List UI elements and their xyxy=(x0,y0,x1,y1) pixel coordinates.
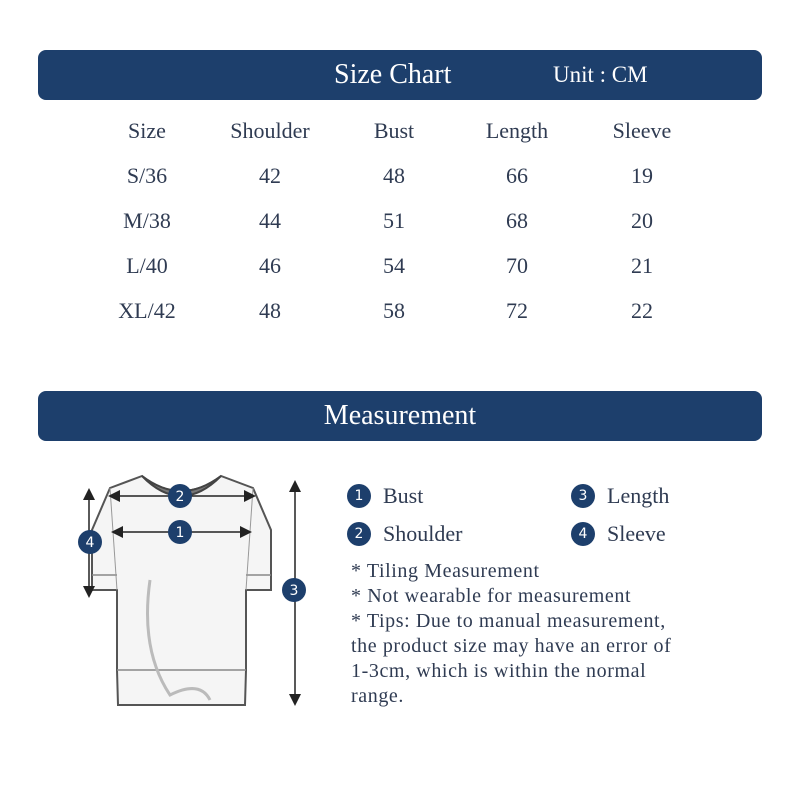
size-table xyxy=(0,108,800,333)
badge-length xyxy=(282,578,306,602)
number-badge: 1 xyxy=(347,484,371,508)
unit-label: Unit : CM xyxy=(553,62,648,87)
badge-shoulder xyxy=(168,484,192,508)
table-cell: 19 xyxy=(631,163,653,188)
table-cell: 44 xyxy=(259,208,281,233)
table-cell: XL/42 xyxy=(118,298,176,323)
size-chart-banner xyxy=(38,50,762,100)
measurement-banner xyxy=(38,391,762,441)
note-line: * Tiling Measurement xyxy=(351,560,540,582)
svg-text:1: 1 xyxy=(175,525,185,541)
table-row xyxy=(0,288,800,333)
measurement-title: Measurement xyxy=(323,400,477,431)
note-line: the product size may have an error of xyxy=(351,635,672,657)
legend-label: Bust xyxy=(383,483,424,508)
number-badge: 4 xyxy=(571,522,595,546)
table-cell: M/38 xyxy=(123,208,171,233)
legend-item-length xyxy=(571,483,669,509)
table-cell: 21 xyxy=(631,253,653,278)
table-row xyxy=(0,243,800,288)
table-cell: S/36 xyxy=(126,163,168,188)
svg-text:2: 2 xyxy=(175,489,185,505)
header-length: Length xyxy=(485,118,549,143)
table-cell: 66 xyxy=(506,163,528,188)
table-cell: 70 xyxy=(506,253,528,278)
header-sleeve: Sleeve xyxy=(612,118,672,143)
number-badge: 2 xyxy=(347,522,371,546)
table-cell: L/40 xyxy=(126,253,168,278)
badge-sleeve xyxy=(78,530,102,554)
header-bust: Bust xyxy=(373,118,415,143)
header-shoulder: Shoulder xyxy=(230,118,310,143)
table-cell: 54 xyxy=(383,253,405,278)
note-line: range. xyxy=(351,685,405,707)
svg-text:4: 4 xyxy=(85,535,95,551)
legend-item-shoulder xyxy=(347,521,462,547)
table-cell: 42 xyxy=(259,163,281,188)
measurement-notes xyxy=(351,559,751,709)
note-line: * Not wearable for measurement xyxy=(351,585,632,607)
table-cell: 51 xyxy=(383,208,405,233)
table-cell: 72 xyxy=(506,298,528,323)
table-row xyxy=(0,198,800,243)
table-header-row xyxy=(0,108,800,153)
table-cell: 46 xyxy=(259,253,281,278)
legend-item-bust xyxy=(347,483,423,509)
note-line: 1-3cm, which is within the normal xyxy=(351,660,647,682)
table-cell: 48 xyxy=(383,163,405,188)
legend-label: Length xyxy=(607,483,670,508)
table-cell: 68 xyxy=(506,208,528,233)
table-cell: 22 xyxy=(631,298,653,323)
table-cell: 58 xyxy=(383,298,405,323)
note-line: * Tips: Due to manual measurement, xyxy=(351,610,666,632)
table-cell: 48 xyxy=(259,298,281,323)
badge-bust xyxy=(168,520,192,544)
legend-label: Shoulder xyxy=(383,521,463,546)
tshirt-diagram xyxy=(70,460,320,720)
header-size: Size xyxy=(128,118,166,143)
legend-item-sleeve xyxy=(571,521,666,547)
table-row xyxy=(0,153,800,198)
svg-text:3: 3 xyxy=(289,583,299,599)
size-chart-title: Size Chart xyxy=(334,59,452,90)
table-cell: 20 xyxy=(631,208,653,233)
legend-label: Sleeve xyxy=(607,521,666,546)
number-badge: 3 xyxy=(571,484,595,508)
